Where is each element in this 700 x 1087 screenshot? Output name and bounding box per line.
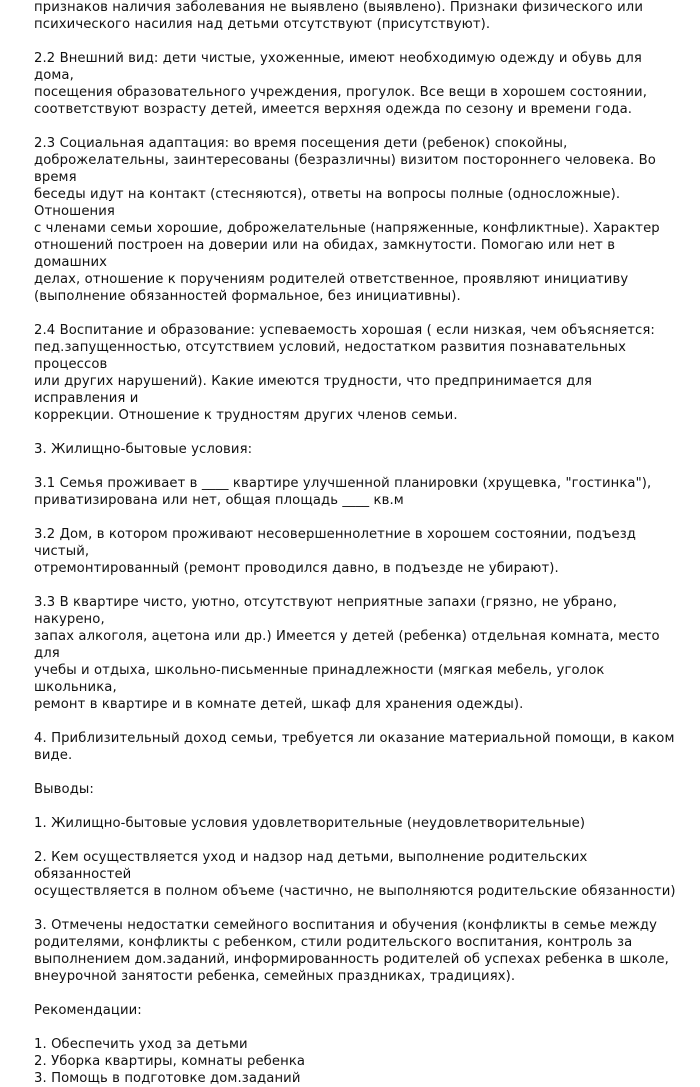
recommendations-heading: Рекомендации: xyxy=(34,1003,142,1018)
education-paragraph: 2.4 Воспитание и образование: успеваемость хорошая ( если низкая, чем объясняется: пед.запущенностью, отсутствием условий, недостатком развития познавательных процессов или других нарушений). Какие имеются трудности, что предпринимается для исправления и коррекции. Отношение к трудностям других членов семьи. xyxy=(34,323,655,423)
health-violence-paragraph: признаков наличия заболевания не выявлено (выявлено). Признаки физического или психического насилия над детьми отсутствуют (присутствуют). xyxy=(34,0,643,32)
conclusion-item-1: 1. Жилищно-бытовые условия удовлетворительные (неудовлетворительные) xyxy=(34,816,586,831)
social-adaptation-paragraph: 2.3 Социальная адаптация: во время посещения дети (ребенок) спокойны, доброжелательны, заинтересованы (безразличны) визитом постороннего человека. Во время беседы идут на контакт (стесняются), ответы на вопросы полные (односложные). Отношения с членами семьи хорошие, доброжелательные (напряженные, конфликтные). Характер отношений построен на доверии или на обидах, замкнутости. Помогаю или нет в домашних делах, отношение к поручениям родителей ответственное, проявляют инициативу (выполнение обязанностей формальное, без инициативны). xyxy=(34,136,660,304)
recommendation-item: 1. Обеспечить уход за детьми xyxy=(34,1037,248,1052)
recommendation-item: 2. Уборка квартиры, комнаты ребенка xyxy=(34,1054,306,1069)
conclusions-heading: Выводы: xyxy=(34,782,94,797)
appearance-paragraph: 2.2 Внешний вид: дети чистые, ухоженные, имеют необходимую одежду и обувь для дома, посещения образовательного учреждения, прогулок. Все вещи в хорошем состоянии, соответствуют возрасту детей, имеется верхняя одежда по сезону и времени года. xyxy=(34,51,647,117)
conclusion-item-2: 2. Кем осуществляется уход и надзор над детьми, выполнение родительских обязанностей осуществляется в полном объеме (частично, не выполняются родительские обязанности) xyxy=(34,850,676,899)
conclusion-item-3: 3. Отмечены недостатки семейного воспитания и обучения (конфликты в семье между родителями, конфликты с ребенком, стили родительского воспитания, контроль за выполнением дом.заданий, информированность родителей об успехах ребенка в школе, внеурочной занятости ребенка, семейных праздниках, традициях). xyxy=(34,918,669,984)
living-conditions-heading: 3. Жилищно-бытовые условия: xyxy=(34,442,253,457)
apartment-condition-paragraph: 3.3 В квартире чисто, уютно, отсутствуют неприятные запахи (грязно, не убрано, накурено, запах алкоголя, ацетона или др.) Имеется у детей (ребенка) отдельная комната, место для учебы и отдыха, школьно-письменные принадлежности (мягкая мебель, уголок школьника, ремонт в квартире и в комнате детей, шкаф для хранения одежды). xyxy=(34,595,660,712)
building-paragraph: 3.2 Дом, в котором проживают несовершеннолетние в хорошем состоянии, подъезд чистый, отремонтированный (ремонт проводился давно, в подъезде не убирают). xyxy=(34,527,637,576)
recommendations-list xyxy=(34,1036,684,1087)
recommendation-item: 3. Помощь в подготовке дом.заданий xyxy=(34,1071,301,1086)
income-paragraph: 4. Приблизительный доход семьи, требуется ли оказание материальной помощи, в каком виде. xyxy=(34,731,675,763)
document-body xyxy=(34,0,684,1087)
apartment-paragraph: 3.1 Семья проживает в ____ квартире улучшенной планировки (хрущевка, "гостинка"), приватизирована или нет, общая площадь ____ кв.м xyxy=(34,476,652,508)
